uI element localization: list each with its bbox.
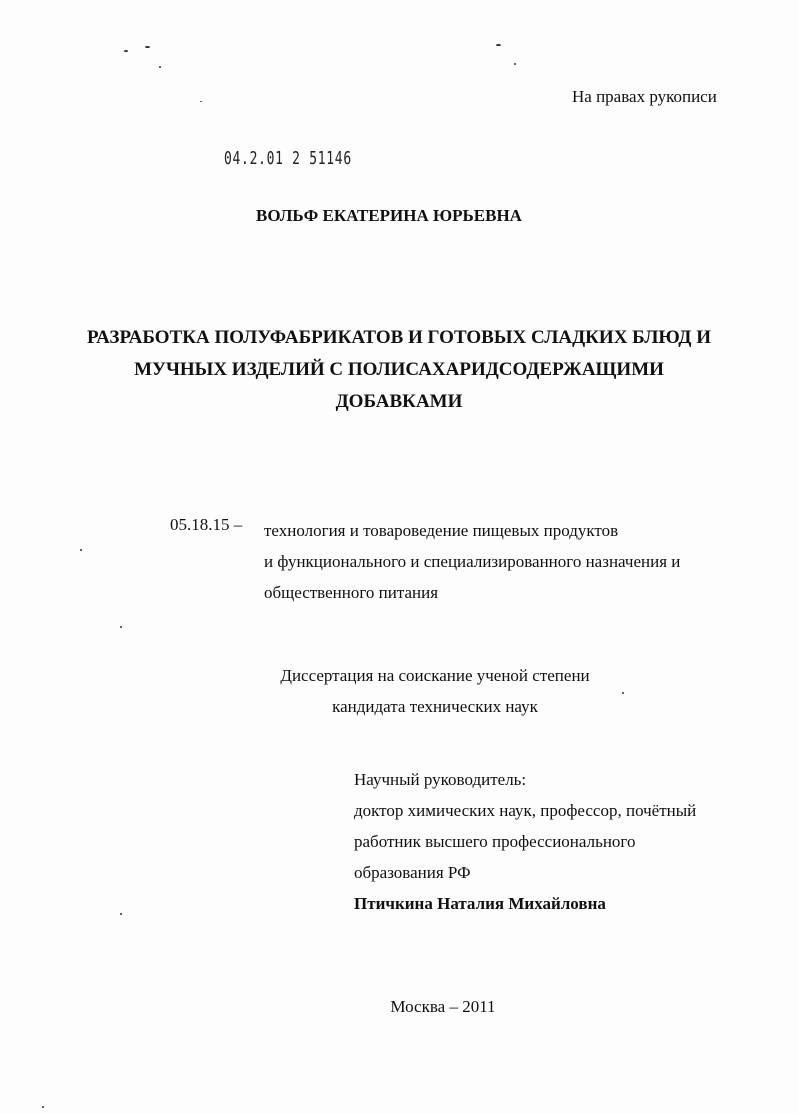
degree-line: кандидата технических наук bbox=[332, 697, 538, 716]
scan-speck bbox=[80, 549, 82, 551]
title-line: МУЧНЫХ ИЗДЕЛИЙ С ПОЛИСАХАРИДСОДЕРЖАЩИМИ bbox=[134, 359, 664, 380]
scientific-advisor bbox=[354, 764, 696, 919]
degree-statement bbox=[0, 660, 798, 722]
title-line: ДОБАВКАМИ bbox=[335, 391, 463, 412]
city-year: Москва – 2011 bbox=[390, 997, 496, 1016]
specialty-line: и функционального и специализированного назначения и bbox=[264, 552, 681, 571]
advisor-credentials-line: образования РФ bbox=[354, 863, 471, 882]
scan-speck bbox=[159, 66, 161, 68]
scan-speck bbox=[145, 46, 150, 48]
dissertation-title bbox=[0, 322, 798, 418]
advisor-name: Птичкина Наталия Михайловна bbox=[354, 894, 606, 913]
title-line: РАЗРАБОТКА ПОЛУФАБРИКАТОВ И ГОТОВЫХ СЛАДКИХ БЛЮД И bbox=[87, 327, 711, 348]
scan-speck bbox=[514, 63, 516, 65]
scan-speck bbox=[42, 1106, 44, 1108]
author-name: ВОЛЬФ ЕКАТЕРИНА ЮРЬЕВНА bbox=[256, 206, 522, 225]
advisor-credentials-line: доктор химических наук, профессор, почётный bbox=[354, 801, 697, 820]
advisor-credentials-line: работник высшего профессионального bbox=[354, 832, 636, 851]
specialty-line: технология и товароведение пищевых продуктов bbox=[264, 521, 619, 540]
specialty-code: 05.18.15 – bbox=[170, 515, 243, 534]
specialty-description bbox=[264, 515, 680, 608]
scan-speck bbox=[124, 50, 128, 52]
specialty-line: общественного питания bbox=[264, 583, 439, 602]
registration-stamp: 04.2.01 2 51146 bbox=[224, 148, 352, 169]
scan-speck bbox=[120, 626, 122, 628]
advisor-label: Научный руководитель: bbox=[354, 770, 527, 789]
scan-speck bbox=[496, 44, 501, 46]
manuscript-rights-note: На правах рукописи bbox=[572, 87, 717, 106]
degree-line: Диссертация на соискание ученой степени bbox=[280, 666, 590, 685]
scan-speck bbox=[120, 913, 122, 915]
scan-speck bbox=[200, 101, 202, 102]
